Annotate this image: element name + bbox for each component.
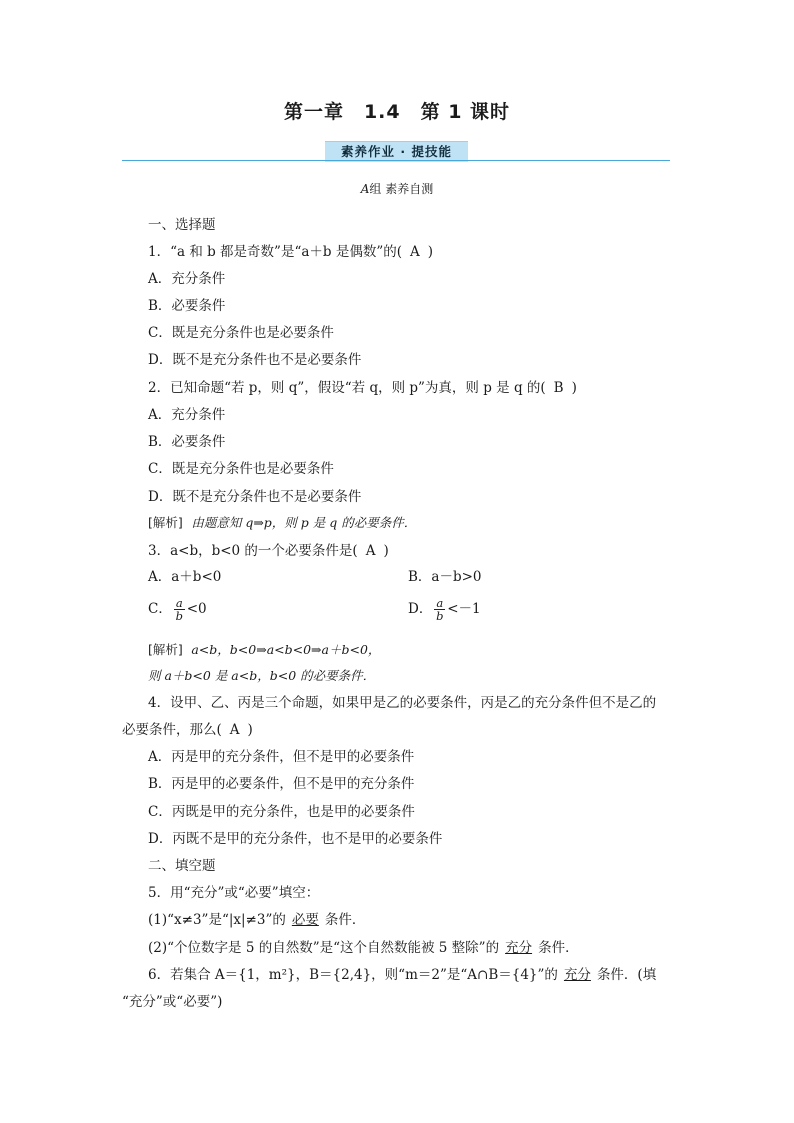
question-6-line-2: “充分”或“必要”) bbox=[122, 994, 223, 1010]
question-1 bbox=[148, 242, 433, 262]
fraction-numerator: a bbox=[175, 596, 183, 610]
analysis-text: a<b，b<0⇒a<b<0⇒a＋b<0， bbox=[191, 642, 381, 657]
q2-analysis bbox=[148, 513, 416, 533]
question-6-tail: 条件．(填 bbox=[596, 967, 657, 983]
q1-option-d: D．既不是充分条件也不是必要条件 bbox=[148, 352, 362, 368]
q5-part-2 bbox=[148, 938, 579, 958]
group-label: 组 素养自测 bbox=[369, 182, 434, 196]
q2-option-a: A．充分条件 bbox=[148, 407, 226, 423]
header-divider bbox=[122, 160, 670, 161]
q3-analysis-1 bbox=[148, 640, 380, 660]
q3-option-b: B．a－b>0 bbox=[408, 569, 482, 585]
fraction-a-over-b bbox=[174, 597, 185, 622]
q5-part-1-tail: 条件． bbox=[324, 912, 366, 928]
q3-option-d-rest: <－1 bbox=[447, 601, 481, 617]
q3-option-d bbox=[408, 597, 481, 622]
q3-option-c-label: C． bbox=[148, 601, 172, 617]
question-3 bbox=[148, 541, 389, 561]
question-4-answer: A bbox=[229, 722, 240, 738]
question-4-line-2 bbox=[122, 720, 253, 740]
question-1-answer: A bbox=[410, 244, 420, 260]
q2-option-c: C．既是充分条件也是必要条件 bbox=[148, 461, 334, 477]
analysis-text: 由题意知 q⇒p，则 p 是 q 的必要条件． bbox=[191, 515, 417, 530]
question-1-close: ) bbox=[427, 244, 434, 260]
question-4-close: ) bbox=[247, 722, 253, 738]
q5-part-1 bbox=[148, 910, 365, 930]
q5-part-2-text: (2)“个位数字是 5 的自然数”是“这个自然数能被 5 整除”的 bbox=[148, 940, 500, 956]
q3-analysis-2 bbox=[148, 666, 375, 686]
fraction-denominator: b bbox=[436, 609, 444, 623]
q3-option-c-rest: <0 bbox=[186, 601, 207, 617]
analysis-tag: [解析] bbox=[148, 642, 183, 657]
question-2-close: ) bbox=[571, 380, 577, 396]
q2-option-d: D．既不是充分条件也不是必要条件 bbox=[148, 489, 362, 505]
q5-part-1-text: (1)“x≠3”是“|x|≠3”的 bbox=[148, 912, 286, 928]
question-6-line-1 bbox=[148, 965, 656, 985]
page-title: 第一章 1.4 第 1 课时 bbox=[283, 101, 511, 123]
question-2 bbox=[148, 378, 577, 398]
q4-option-d: D．丙既不是甲的充分条件，也不是甲的必要条件 bbox=[148, 831, 443, 847]
question-3-answer: A bbox=[365, 543, 376, 559]
question-5: 5．用“充分”或“必要”填空： bbox=[148, 885, 320, 901]
question-1-stem: 1．“a 和 b 都是奇数”是“a＋b 是偶数”的( bbox=[148, 244, 403, 260]
q3-option-a: A．a＋b<0 bbox=[148, 569, 222, 585]
q1-option-a: A．充分条件 bbox=[148, 271, 226, 287]
q1-option-b: B．必要条件 bbox=[148, 298, 226, 314]
fraction-numerator: a bbox=[436, 596, 444, 610]
question-4-line-1: 4．设甲、乙、丙是三个命题，如果甲是乙的必要条件，丙是乙的充分条件但不是乙的 bbox=[148, 695, 657, 711]
question-6-text: 6．若集合 A＝{1，m²}，B＝{2,4}，则“m＝2”是“A∩B＝{4}”的 bbox=[148, 967, 558, 983]
fraction-denominator: b bbox=[175, 609, 183, 623]
analysis-tag: [解析] bbox=[148, 515, 183, 530]
group-heading bbox=[0, 180, 794, 197]
q4-option-c: C．丙既是甲的充分条件，也是甲的必要条件 bbox=[148, 804, 415, 820]
fraction-a-over-b bbox=[434, 597, 445, 622]
q5-part-1-answer: 必要 bbox=[291, 912, 319, 928]
q5-part-2-answer: 充分 bbox=[505, 940, 533, 956]
question-3-stem: 3．a<b，b<0 的一个必要条件是( bbox=[148, 543, 358, 559]
q4-option-a: A．丙是甲的充分条件，但不是甲的必要条件 bbox=[148, 749, 415, 765]
question-2-stem: 2．已知命题“若 p，则 q”，假设“若 q，则 p”为真，则 p 是 q 的( bbox=[148, 380, 546, 396]
question-2-answer: B bbox=[553, 380, 564, 396]
question-6-answer: 充分 bbox=[563, 967, 591, 983]
q3-option-d-label: D． bbox=[408, 601, 433, 617]
q1-option-c: C．既是充分条件也是必要条件 bbox=[148, 325, 334, 341]
section-badge: 素养作业 · 提技能 bbox=[325, 141, 468, 162]
q5-part-2-tail: 条件． bbox=[538, 940, 579, 956]
section-heading-fill: 二、填空题 bbox=[148, 858, 216, 874]
q4-option-b: B．丙是甲的必要条件，但不是甲的充分条件 bbox=[148, 776, 415, 792]
analysis-text: 则 a＋b<0 是 a<b，b<0 的必要条件． bbox=[148, 668, 376, 683]
group-letter: A bbox=[360, 182, 370, 196]
question-4-stem: 必要条件，那么( bbox=[122, 722, 222, 738]
q2-option-b: B．必要条件 bbox=[148, 434, 226, 450]
q3-option-c bbox=[148, 597, 207, 622]
question-3-close: ) bbox=[383, 543, 389, 559]
section-heading-choice: 一、选择题 bbox=[148, 217, 216, 233]
